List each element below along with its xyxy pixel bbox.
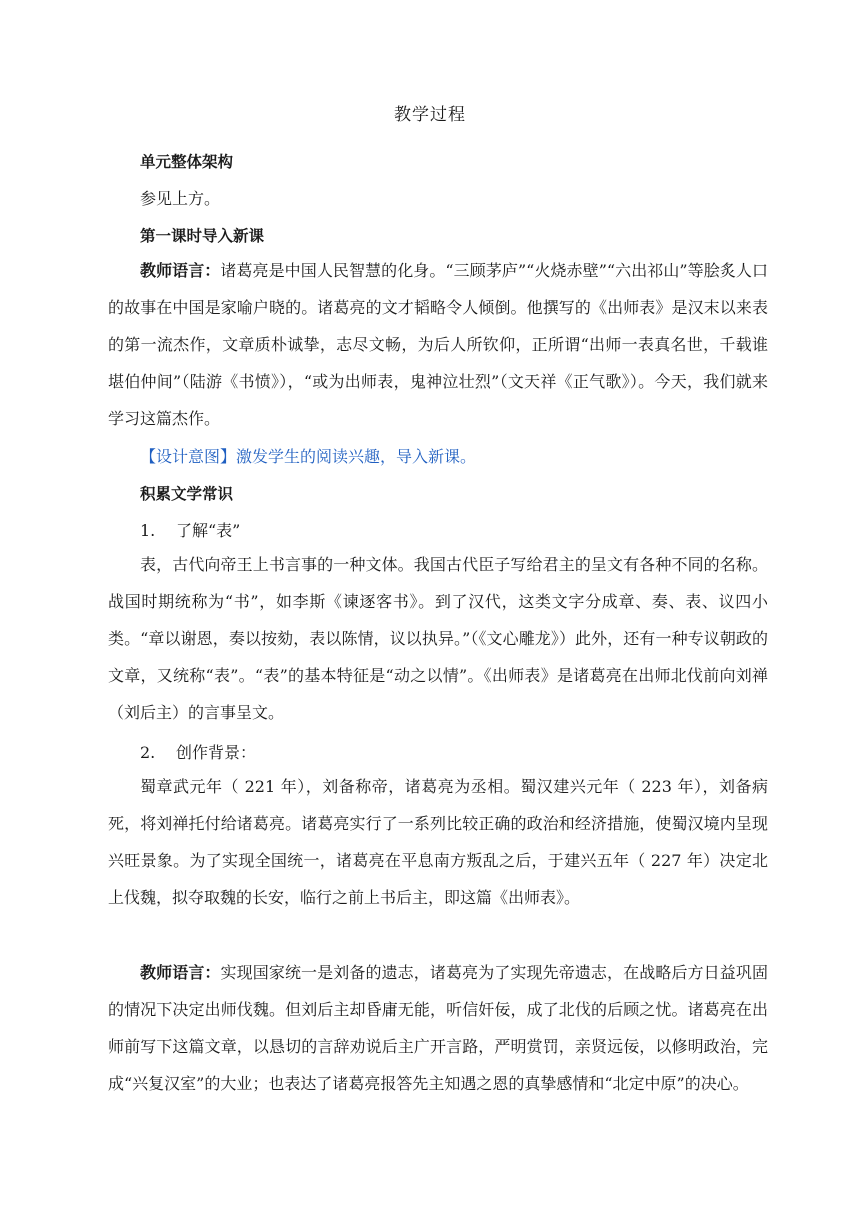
list-item-2-number: 2. <box>140 743 156 762</box>
list-item-2-title: 创作背景： <box>176 743 257 762</box>
list-item-1-number: 1. <box>140 521 156 540</box>
list-item-1-text: 表，古代向帝王上书言事的一种文体。我国古代臣子写给君主的呈文有各种不同的名称。战国时期统称为“书”，如李斯《谏逐客书》。到了汉代，这类文字分成章、奏、表、议四小类。“章以谢恩，奏以按劾，表以陈情，议以执异。”（《文心雕龙》）此外，还有一种专议朝政的文章，又统称“表”。“表”的基本特征是“动之以情”。《出师表》是诸葛亮在出师北伐前向刘禅（刘后主）的言事呈文。 <box>108 555 768 722</box>
page-title: 教学过程 <box>394 105 466 125</box>
list-item-2-text: 蜀章武元年（ 221 年），刘备称帝，诸葛亮为丞相。蜀汉建兴元年（ 223 年），刘备病死，将刘禅托付给诸葛亮。诸葛亮实行了一系列比较正确的政治和经济措施，使蜀汉境内呈现兴旺景象。为了实现全国统一，诸葛亮在平息南方叛乱之后，于建兴五年（ 227 年）决定北上伐魏，拟夺取魏的长安，临行之前上书后主，即这篇《出师表》。 <box>108 777 768 907</box>
teacher-text-2: 实现国家统一是刘备的遗志，诸葛亮为了实现先帝遗志，在战略后方日益巩固的情况下决定出师伐魏。但刘后主却昏庸无能，听信奸佞，成了北伐的后顾之忧。诸葛亮在出师前写下这篇文章，以恳切的言辞劝说后主广开言路，严明赏罚，亲贤远佞，以修明政治，完成“兴复汉室”的大业；也表达了诸葛亮报答先主知遇之恩的真挚感情和“北定中原”的决心。 <box>108 963 768 1093</box>
teacher-text-1: 诸葛亮是中国人民智慧的化身。“三顾茅庐”“火烧赤壁”“六出祁山”等脍炙人口的故事在中国是家喻户晓的。诸葛亮的文才韬略令人倾倒。他撰写的《出师表》是汉末以来表的第一流杰作，文章质朴诚挚，志尽文畅，为后人所钦仰，正所谓“出师一表真名世，千载谁堪伯仲间”（陆游《书愤》），“或为出师表，鬼神泣壮烈”（文天祥《正气歌》）。今天，我们就来学习这篇杰作。 <box>108 261 768 428</box>
list-item-1-title: 了解“表” <box>176 521 241 540</box>
teacher-label: 教师语言： <box>140 261 221 280</box>
section-heading-literature: 积累文学常识 <box>140 485 234 503</box>
list-item-2-heading <box>108 740 800 763</box>
design-intent: 【设计意图】激发学生的阅读兴趣，导入新课。 <box>140 447 477 466</box>
teacher-paragraph-2 <box>108 954 768 1102</box>
section-heading-lesson: 第一课时导入新课 <box>140 227 265 245</box>
section-heading-unit: 单元整体架构 <box>140 153 234 171</box>
teacher-paragraph-1 <box>108 252 768 437</box>
list-item-1-heading <box>108 518 800 541</box>
teacher-label-2: 教师语言： <box>140 963 221 982</box>
section-text-unit: 参见上方。 <box>140 189 221 208</box>
